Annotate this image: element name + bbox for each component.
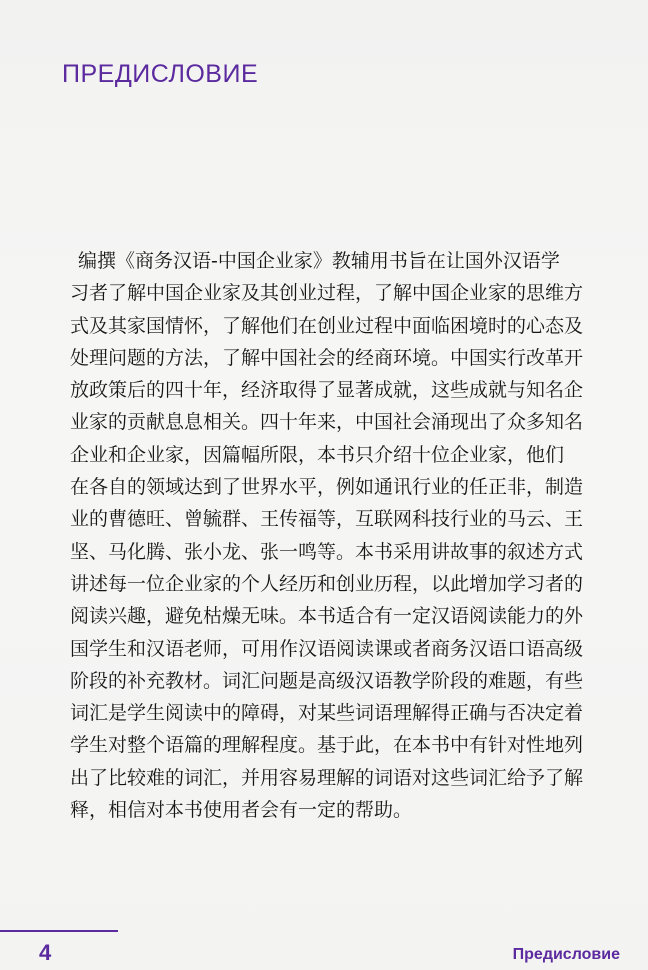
paragraph-line: 企业和企业家，因篇幅所限，本书只介绍十位企业家，他们 xyxy=(70,443,565,466)
paragraph-line: 业的曹德旺、曾毓群、王传福等，互联网科技行业的马云、王 xyxy=(70,508,584,531)
paragraph-line: 习者了解中国企业家及其创业过程，了解中国企业家的思维方 xyxy=(70,282,584,305)
paragraph-line: 业家的贡献息息相关。四十年来，中国社会涌现出了众多知名 xyxy=(70,411,584,434)
paragraph-line: 出了比较难的词汇，并用容易理解的词语对这些词汇给予了解 xyxy=(70,766,584,789)
page-number: 4 xyxy=(39,940,52,965)
page-title: ПРЕДИСЛОВИЕ xyxy=(62,60,259,88)
footer-rule xyxy=(0,930,118,932)
paragraph-line: 学生对整个语篇的理解程度。基于此，在本书中有针对性地列 xyxy=(70,734,584,757)
paragraph-line: 阶段的补充教材。词汇问题是高级汉语教学阶段的难题，有些 xyxy=(70,669,584,692)
paragraph-line: 释，相信对本书使用者会有一定的帮助。 xyxy=(70,799,413,822)
paragraph-line: 放政策后的四十年，经济取得了显著成就，这些成就与知名企 xyxy=(70,379,584,402)
paragraph-line: 阅读兴趣，避免枯燥无味。本书适合有一定汉语阅读能力的外 xyxy=(70,605,584,628)
paragraph-line: 式及其家国情怀，了解他们在创业过程中面临困境时的心态及 xyxy=(70,314,584,337)
running-footer-title: Предисловие xyxy=(512,946,620,963)
paragraph-line: 坚、马化腾、张小龙、张一鸣等。本书采用讲故事的叙述方式 xyxy=(70,540,584,563)
paragraph-line: 词汇是学生阅读中的障碍，对某些词语理解得正确与否决定着 xyxy=(70,702,584,725)
paragraph-line: 讲述每一位企业家的个人经历和创业历程，以此增加学习者的 xyxy=(70,572,584,595)
paragraph-line: 国学生和汉语老师，可用作汉语阅读课或者商务汉语口语高级 xyxy=(70,637,584,660)
paragraph-line: 在各自的领域达到了世界水平，例如通讯行业的任正非，制造 xyxy=(70,476,584,499)
preface-paragraph xyxy=(70,245,622,826)
paragraph-line: 编撰《商务汉语-中国企业家》教辅用书旨在让国外汉语学 xyxy=(78,250,560,272)
paragraph-line: 处理问题的方法，了解中国社会的经商环境。中国实行改革开 xyxy=(70,346,584,369)
